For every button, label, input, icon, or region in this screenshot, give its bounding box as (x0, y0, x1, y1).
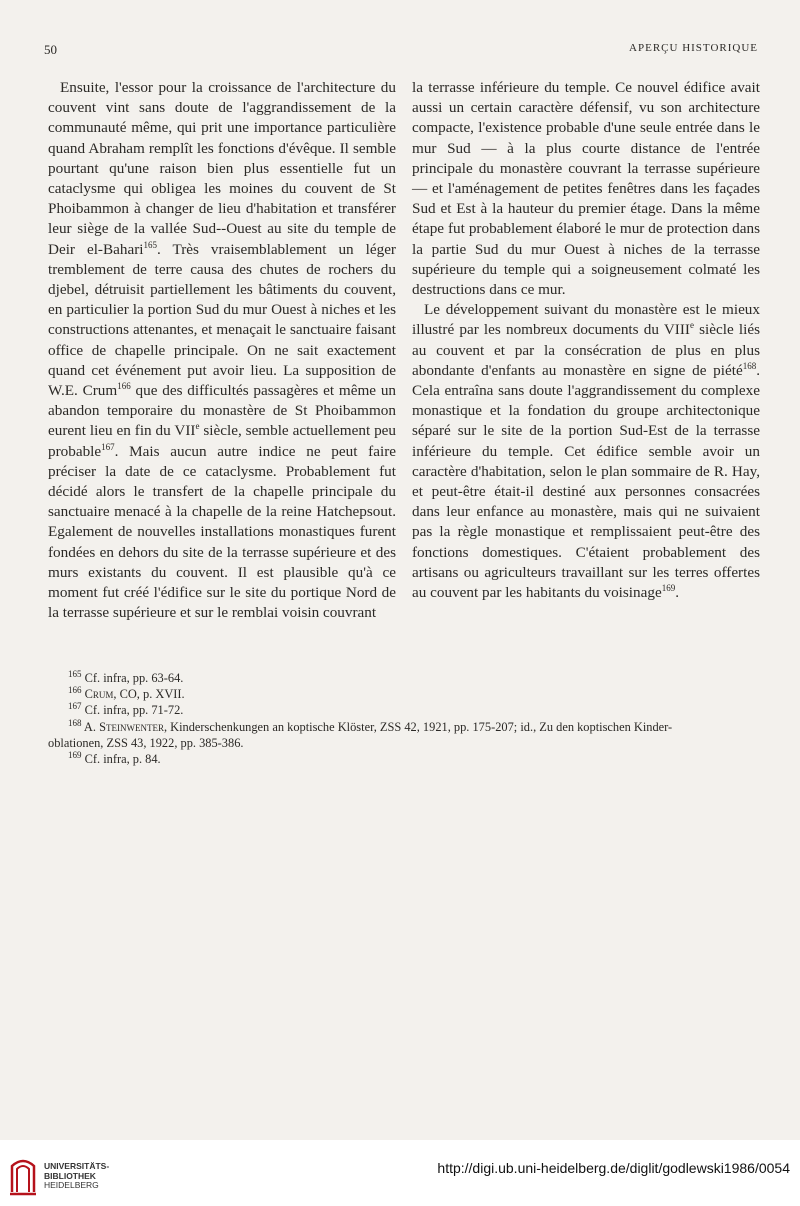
footnote: $^{169}$ Cf. infra, p. 84. (68, 749, 161, 767)
footer-bar (0, 1140, 800, 1206)
footnote-ref[interactable]: 165 (143, 239, 157, 250)
footnote-ref[interactable]: 168 (742, 360, 757, 371)
footnotes (48, 670, 760, 767)
footnote: $^{168}$ A. Steinwenter, Kinderschenkungen an koptische Klöster, ZSS 42, 1921, pp. 175-207; id., Zu den koptischen Kinder- (68, 717, 673, 734)
paragraph: Ensuite, l'essor pour la croissance de l'architecture du couvent vint sans doute de l'aggrandissement de la communauté même, qui prit une importance particulière quand Abraham remplît les fonctions d'évêque. Il semble pourtant qu'une raison bien plus essentielle fut un cataclysme qui obligea les moines du couvent de St Phoibammon à changer de lieu d'habitation et transférer leur siège de la vallée Sud--Ouest au site du temple de Deir el-Bahari$^{165}$. Très vraisemblablement un léger tremblement de terre causa des chutes de rochers du djebel, détruisit partiellement les bâtiments du couvent, en particulier la portion Sud du mur Ouest à niches et les constructions attenantes, et menaçait le sanctuaire faisant office de chapelle principale. On ne sait exactement quand cet événement put avoir lieu. La supposition de W.E. Crum$^{166}$ que des difficultés passagères et même un abandon temporaire du monastère de St Phoibammon eurent lieu en fin du VIIe siècle, semble actuellement peu probable$^{167}$. Mais aucun autre indice ne peut faire préciser la date de ce cataclysme. Probablement fut décidé alors le transfert de la chapelle principale du sanctuaire menacé à la chapelle de la reine Hatchepsout. Egalement de nouvelles installations monastiques furent fondées en dehors du site de la terrasse supérieure et des murs existants du couvent. Il est plausible qu'à ce moment fut créé l'édifice sur le site du portique Nord de la terrasse supérieure et sur le remblai voisin couvrant (48, 79, 397, 622)
paragraph: la terrasse inférieure du temple. Ce nouvel édifice avait aussi un certain caractère défensif, vu son architecture compacte, l'existence probable d'une seule entrée dans le mur Sud — à la plus courte distance de l'entrée principale du monastère couvrant la terrasse supérieure — et l'aménagement de petites fenêtres dans les façades Sud et Est à la hauteur du premier étage. Dans la même étape fut probablement élaboré le mur de protection dans la partie Sud du mur Ouest à niches de la terrasse supérieure du temple qui a soigneusement colmaté les destructions dans ce mur. (412, 79, 760, 299)
right-column (412, 78, 760, 603)
footnote-continuation: oblationen, ZSS 43, 1922, pp. 385-386. (48, 735, 244, 750)
footnote: $^{166}$ Crum, CO, p. XVII. (68, 685, 185, 702)
footnote: $^{165}$ Cf. infra, pp. 63-64. (68, 668, 184, 685)
footnote-ref[interactable]: 166 (117, 380, 131, 391)
page-number: 50 (44, 42, 57, 57)
source-url-link[interactable]: http://digi.ub.uni-heidelberg.de/diglit/godlewski1986/0054 (437, 1160, 790, 1176)
left-column (48, 78, 396, 623)
running-title: APERÇU HISTORIQUE (629, 42, 758, 54)
library-name: UNIVERSITÄTS- BIBLIOTHEK HEIDELBERG (44, 1161, 110, 1190)
footnote: $^{167}$ Cf. infra, pp. 71-72. (68, 701, 184, 718)
footnote-ref[interactable]: 167 (101, 441, 115, 452)
library-logo-icon[interactable] (8, 1154, 38, 1196)
footnote-ref[interactable]: 169 (661, 583, 676, 594)
paragraph: Le développement suivant du monastère est le mieux illustré par les nombreux documents du VIIIe siècle liés au couvent et par la consécration de plus en plus abondante d'enfants au monastère en signe de piété$^{168}$. Cela entraîna sans doute l'aggrandissement du complexe monastique et la fondation du groupe architectonique séparé sur le site de la portion Sud-Est de la terrasse inférieure du temple. Cet édifice semble avoir un caractère d'habitation, selon le plan sommaire de R. Hay, et peut-être était-il destiné aux personnes consacrées dans leur enfance au monastère, mais qui ne suivaient pas la règle monastique et remplissaient peut-être des fonctions domestiques. C'étaient probablement des artisans ou agriculteurs travaillant sur les terres offertes au couvent par les habitants du voisinage$^{169}$. (412, 301, 760, 602)
